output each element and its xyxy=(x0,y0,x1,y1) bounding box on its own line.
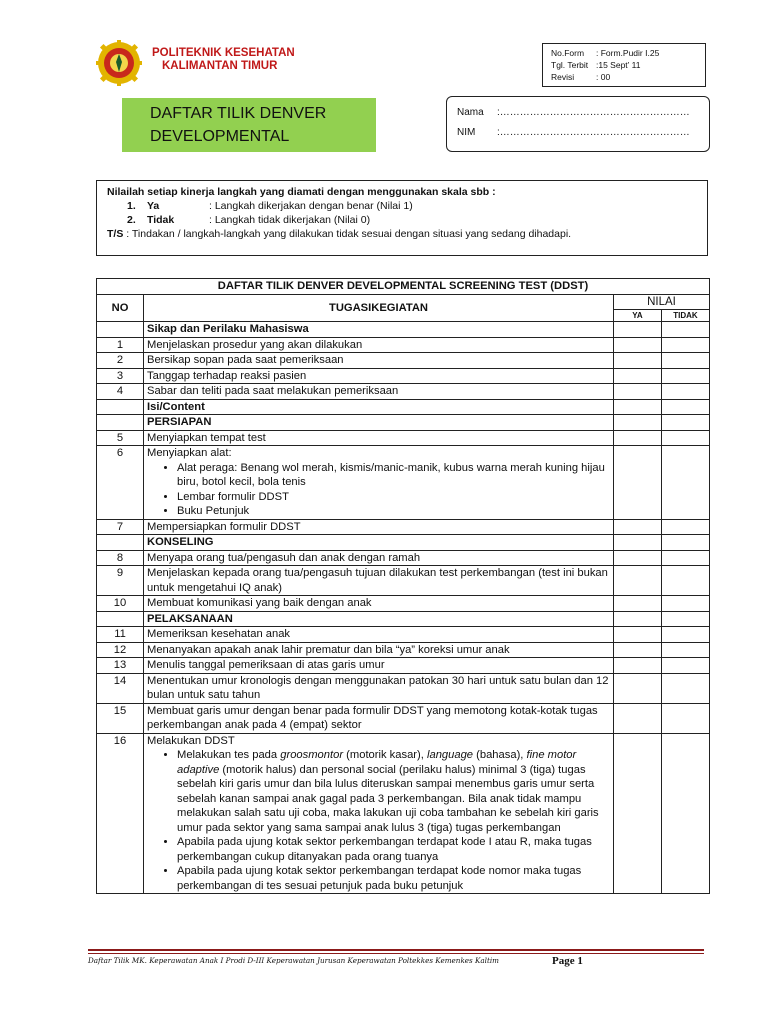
table-title: DAFTAR TILIK DENVER DEVELOPMENTAL SCREENING TEST (DDST) xyxy=(97,279,710,295)
table-row xyxy=(97,399,710,415)
task-cell xyxy=(144,384,614,400)
task-text: Sikap dan Perilaku Mahasiswa xyxy=(147,323,309,335)
row-number: 1 xyxy=(97,337,144,353)
section-heading xyxy=(144,399,614,415)
task-text: Membuat garis umur dengan benar pada formulir DDST yang memotong kotak-kotak tugas perkembangan anak pada 4 (empat) sektor xyxy=(147,704,598,731)
score-no-cell[interactable] xyxy=(662,415,710,431)
document-title xyxy=(122,98,376,152)
checklist-body xyxy=(97,322,710,894)
institution-name xyxy=(152,47,295,73)
score-yes-cell[interactable] xyxy=(614,566,662,596)
bullet-text: Melakukan tes pada xyxy=(177,749,281,761)
task-text: Menjelaskan prosedur yang akan dilakukan xyxy=(147,338,363,351)
score-yes-cell[interactable] xyxy=(614,446,662,520)
section-heading xyxy=(144,322,614,338)
bullet-item xyxy=(177,748,610,835)
row-number xyxy=(97,399,144,415)
form-info-box xyxy=(542,43,706,87)
table-row xyxy=(97,322,710,338)
task-cell xyxy=(144,550,614,566)
task-cell xyxy=(144,446,614,520)
score-no-cell[interactable] xyxy=(662,611,710,627)
score-no-cell[interactable] xyxy=(662,642,710,658)
checklist-table xyxy=(96,278,710,894)
task-cell xyxy=(144,337,614,353)
row-number: 9 xyxy=(97,566,144,596)
institution-line2: KALIMANTAN TIMUR xyxy=(162,60,278,72)
score-yes-cell[interactable] xyxy=(614,415,662,431)
table-row xyxy=(97,384,710,400)
score-no-cell[interactable] xyxy=(662,596,710,612)
score-yes-cell[interactable] xyxy=(614,430,662,446)
student-id-box xyxy=(446,96,710,152)
score-no-cell[interactable] xyxy=(662,384,710,400)
table-row xyxy=(97,673,710,703)
table-row xyxy=(97,519,710,535)
section-heading xyxy=(144,535,614,551)
nim-field[interactable]: :………………………………………………… xyxy=(497,127,690,138)
score-yes-cell[interactable] xyxy=(614,627,662,643)
table-row xyxy=(97,550,710,566)
task-text: Melakukan DDST xyxy=(147,734,235,747)
row-number: 16 xyxy=(97,733,144,894)
col-no-header: NO xyxy=(97,294,144,322)
score-no-cell[interactable] xyxy=(662,703,710,733)
score-no-cell[interactable] xyxy=(662,566,710,596)
row-number: 4 xyxy=(97,384,144,400)
section-heading xyxy=(144,415,614,431)
row-number: 11 xyxy=(97,627,144,643)
issued-label: Tgl. Terbit xyxy=(551,60,589,70)
row-number: 6 xyxy=(97,446,144,520)
score-yes-cell[interactable] xyxy=(614,611,662,627)
bullet-item: • Buku Petunjuk xyxy=(177,504,610,519)
task-text: Menentukan umur kronologis dengan menggunakan patokan 30 hari untuk satu bulan dan 12 bulan untuk satu tahun xyxy=(147,674,609,701)
task-cell xyxy=(144,703,614,733)
score-yes-cell[interactable] xyxy=(614,703,662,733)
task-text: Isi/Content xyxy=(147,400,205,413)
score-no-cell[interactable] xyxy=(662,368,710,384)
table-row xyxy=(97,733,710,894)
table-row xyxy=(97,596,710,612)
score-no-cell[interactable] xyxy=(662,733,710,894)
score-no-cell[interactable] xyxy=(662,353,710,369)
title-line2: DEVELOPMENTAL xyxy=(150,128,290,145)
score-no-cell[interactable] xyxy=(662,673,710,703)
score-yes-cell[interactable] xyxy=(614,596,662,612)
task-bullets xyxy=(147,461,610,519)
score-no-cell[interactable] xyxy=(662,446,710,520)
row-number: 12 xyxy=(97,642,144,658)
task-text: Menanyakan apakah anak lahir prematur dan bila “ya” koreksi umur anak xyxy=(147,643,510,656)
nim-label: NIM xyxy=(457,127,476,138)
form-no-label: No.Form xyxy=(551,48,585,58)
table-row xyxy=(97,703,710,733)
score-yes-cell[interactable] xyxy=(614,353,662,369)
bullet-text: (bahasa), xyxy=(473,749,527,761)
score-no-cell[interactable] xyxy=(662,399,710,415)
task-text: Sabar dan teliti pada saat melakukan pemeriksaan xyxy=(147,385,399,397)
row-number xyxy=(97,611,144,627)
task-text: Tanggap terhadap reaksi pasien xyxy=(147,369,307,382)
institution-line1: POLITEKNIK KESEHATAN xyxy=(152,47,295,59)
bullet-item: • Apabila pada ujung kotak sektor perkembangan terdapat kode nomor maka tugas perkembangan di tes sesuai petunjuk pada buku petunjuk xyxy=(177,864,610,893)
score-yes-cell[interactable] xyxy=(614,322,662,338)
row-number: 2 xyxy=(97,353,144,369)
table-row xyxy=(97,642,710,658)
task-cell xyxy=(144,733,614,894)
task-cell xyxy=(144,627,614,643)
table-row xyxy=(97,430,710,446)
row-number: 5 xyxy=(97,430,144,446)
table-row xyxy=(97,566,710,596)
row-number: 8 xyxy=(97,550,144,566)
term-italic: fine motor adaptive xyxy=(177,749,577,776)
name-field[interactable]: :………………………………………………… xyxy=(497,107,690,118)
task-cell xyxy=(144,642,614,658)
footer-divider-thin xyxy=(88,953,704,954)
table-row xyxy=(97,535,710,551)
task-cell xyxy=(144,353,614,369)
score-no-cell[interactable] xyxy=(662,337,710,353)
task-cell xyxy=(144,519,614,535)
revision-label: Revisi xyxy=(551,72,575,82)
col-task-header: TUGASIKEGIATAN xyxy=(144,294,614,322)
task-text: Menjelaskan kepada orang tua/pengasuh tujuan dilakukan test perkembangan (test ini bukan untuk mengetahui IQ anak) xyxy=(147,567,608,594)
task-text: Menyiapkan tempat test xyxy=(147,431,266,444)
bullet-item: • Lembar formulir DDST xyxy=(177,490,610,505)
task-text: Membuat komunikasi yang baik dengan anak xyxy=(147,597,372,609)
table-row xyxy=(97,611,710,627)
table-row xyxy=(97,368,710,384)
col-yes-header: YA xyxy=(614,310,662,322)
task-cell xyxy=(144,368,614,384)
score-yes-cell[interactable] xyxy=(614,658,662,674)
row-number xyxy=(97,415,144,431)
task-text: PERSIAPAN xyxy=(147,416,212,428)
score-yes-cell[interactable] xyxy=(614,535,662,551)
task-cell xyxy=(144,430,614,446)
section-heading xyxy=(144,611,614,627)
row-number: 7 xyxy=(97,519,144,535)
score-yes-cell[interactable] xyxy=(614,399,662,415)
table-row xyxy=(97,337,710,353)
score-yes-cell[interactable] xyxy=(614,384,662,400)
task-text: Menyapa orang tua/pengasuh dan anak dengan ramah xyxy=(147,551,421,564)
title-line1: DAFTAR TILIK DENVER xyxy=(150,105,327,122)
score-yes-cell[interactable] xyxy=(614,642,662,658)
scale-intro: Nilailah setiap kinerja langkah yang diamati dengan menggunakan skala sbb : xyxy=(107,186,496,198)
task-cell xyxy=(144,673,614,703)
footer-divider xyxy=(88,949,704,951)
institution-logo xyxy=(96,40,142,86)
page-number: Page 1 xyxy=(552,955,583,967)
score-no-cell[interactable] xyxy=(662,550,710,566)
task-text: Menulis tanggal pemeriksaan di atas garis umur xyxy=(147,659,385,671)
task-text: Menyiapkan alat: xyxy=(147,447,232,459)
revision-value: : 00 xyxy=(596,72,611,82)
score-no-cell[interactable] xyxy=(662,519,710,535)
rating-scale-box xyxy=(96,180,708,256)
score-yes-cell[interactable] xyxy=(614,519,662,535)
row-number: 15 xyxy=(97,703,144,733)
bullet-text: (motorik halus) dan personal social (perilaku halus) minimal 3 (tiga) tugas sebelah kiri garis umur dan bila lulus diteruskan sampai menembus garis umur serta sebelah kanan sampai anak gagal pada 3 perkembangan. Bila anak tidak mampu melakukan salah satu uji coba, maka lakukan uji coba tambahan ke sebelah kiri garis umur pada sektor yang sama sampai anak lulus 3 (tiga) tugas perkembangan xyxy=(177,763,599,834)
score-yes-cell[interactable] xyxy=(614,368,662,384)
row-number: 13 xyxy=(97,658,144,674)
row-number xyxy=(97,535,144,551)
task-text: Mempersiapkan formulir DDST xyxy=(147,520,301,533)
term-italic: language xyxy=(426,749,474,761)
col-notscore-header: TIDAK xyxy=(662,310,710,322)
score-no-cell[interactable] xyxy=(662,658,710,674)
task-text: Memeriksan kesehatan anak xyxy=(147,628,291,640)
score-yes-cell[interactable] xyxy=(614,733,662,894)
row-number: 10 xyxy=(97,596,144,612)
table-row xyxy=(97,658,710,674)
scale-item-no: 2. Tidak : Langkah tidak dikerjakan (Nilai 0) xyxy=(127,214,371,226)
task-cell xyxy=(144,596,614,612)
scale-ts: T/S : Tindakan / langkah-langkah yang dilakukan tidak sesuai dengan situasi yang sedang dihadapi. xyxy=(107,228,572,240)
row-number: 14 xyxy=(97,673,144,703)
row-number xyxy=(97,322,144,338)
task-cell xyxy=(144,566,614,596)
score-no-cell[interactable] xyxy=(662,322,710,338)
row-number: 3 xyxy=(97,368,144,384)
score-yes-cell[interactable] xyxy=(614,337,662,353)
footer-text: Daftar Tilik MK. Keperawatan Anak I Prodi D-III Keperawatan Jurusan Keperawatan Poltekkes Kemenkes Kaltim xyxy=(88,956,499,965)
bullet-item: • Apabila pada ujung kotak sektor perkembangan terdapat kode I atau R, maka tugas perkembangan cukup ditanyakan pada orang tuanya xyxy=(177,835,610,864)
scale-item-yes: 1. Ya : Langkah dikerjakan dengan benar (Nilai 1) xyxy=(127,200,413,212)
table-row xyxy=(97,415,710,431)
form-no-value: : Form.Pudir I.25 xyxy=(596,48,660,58)
task-text: Bersikap sopan pada saat pemeriksaan xyxy=(147,354,344,366)
table-row xyxy=(97,353,710,369)
logo-gear-icon xyxy=(96,40,142,86)
score-yes-cell[interactable] xyxy=(614,550,662,566)
bullet-item: • Alat peraga: Benang wol merah, kismis/manic-manik, kubus warna merah kuning hijau biru, botol kecil, bola tenis xyxy=(177,461,610,490)
task-cell xyxy=(144,658,614,674)
term-italic: groosmontor xyxy=(280,749,344,761)
table-row xyxy=(97,627,710,643)
task-bullets xyxy=(147,748,610,893)
issued-value: :15 Sept’ 11 xyxy=(596,60,641,70)
col-score-header: NILAI xyxy=(614,294,710,310)
name-label: Nama xyxy=(457,107,484,118)
bullet-text: (motorik kasar), xyxy=(343,749,427,761)
score-no-cell[interactable] xyxy=(662,430,710,446)
score-no-cell[interactable] xyxy=(662,535,710,551)
task-text: KONSELING xyxy=(147,536,214,548)
table-row xyxy=(97,446,710,520)
score-yes-cell[interactable] xyxy=(614,673,662,703)
score-no-cell[interactable] xyxy=(662,627,710,643)
task-text: PELAKSANAAN xyxy=(147,612,233,625)
